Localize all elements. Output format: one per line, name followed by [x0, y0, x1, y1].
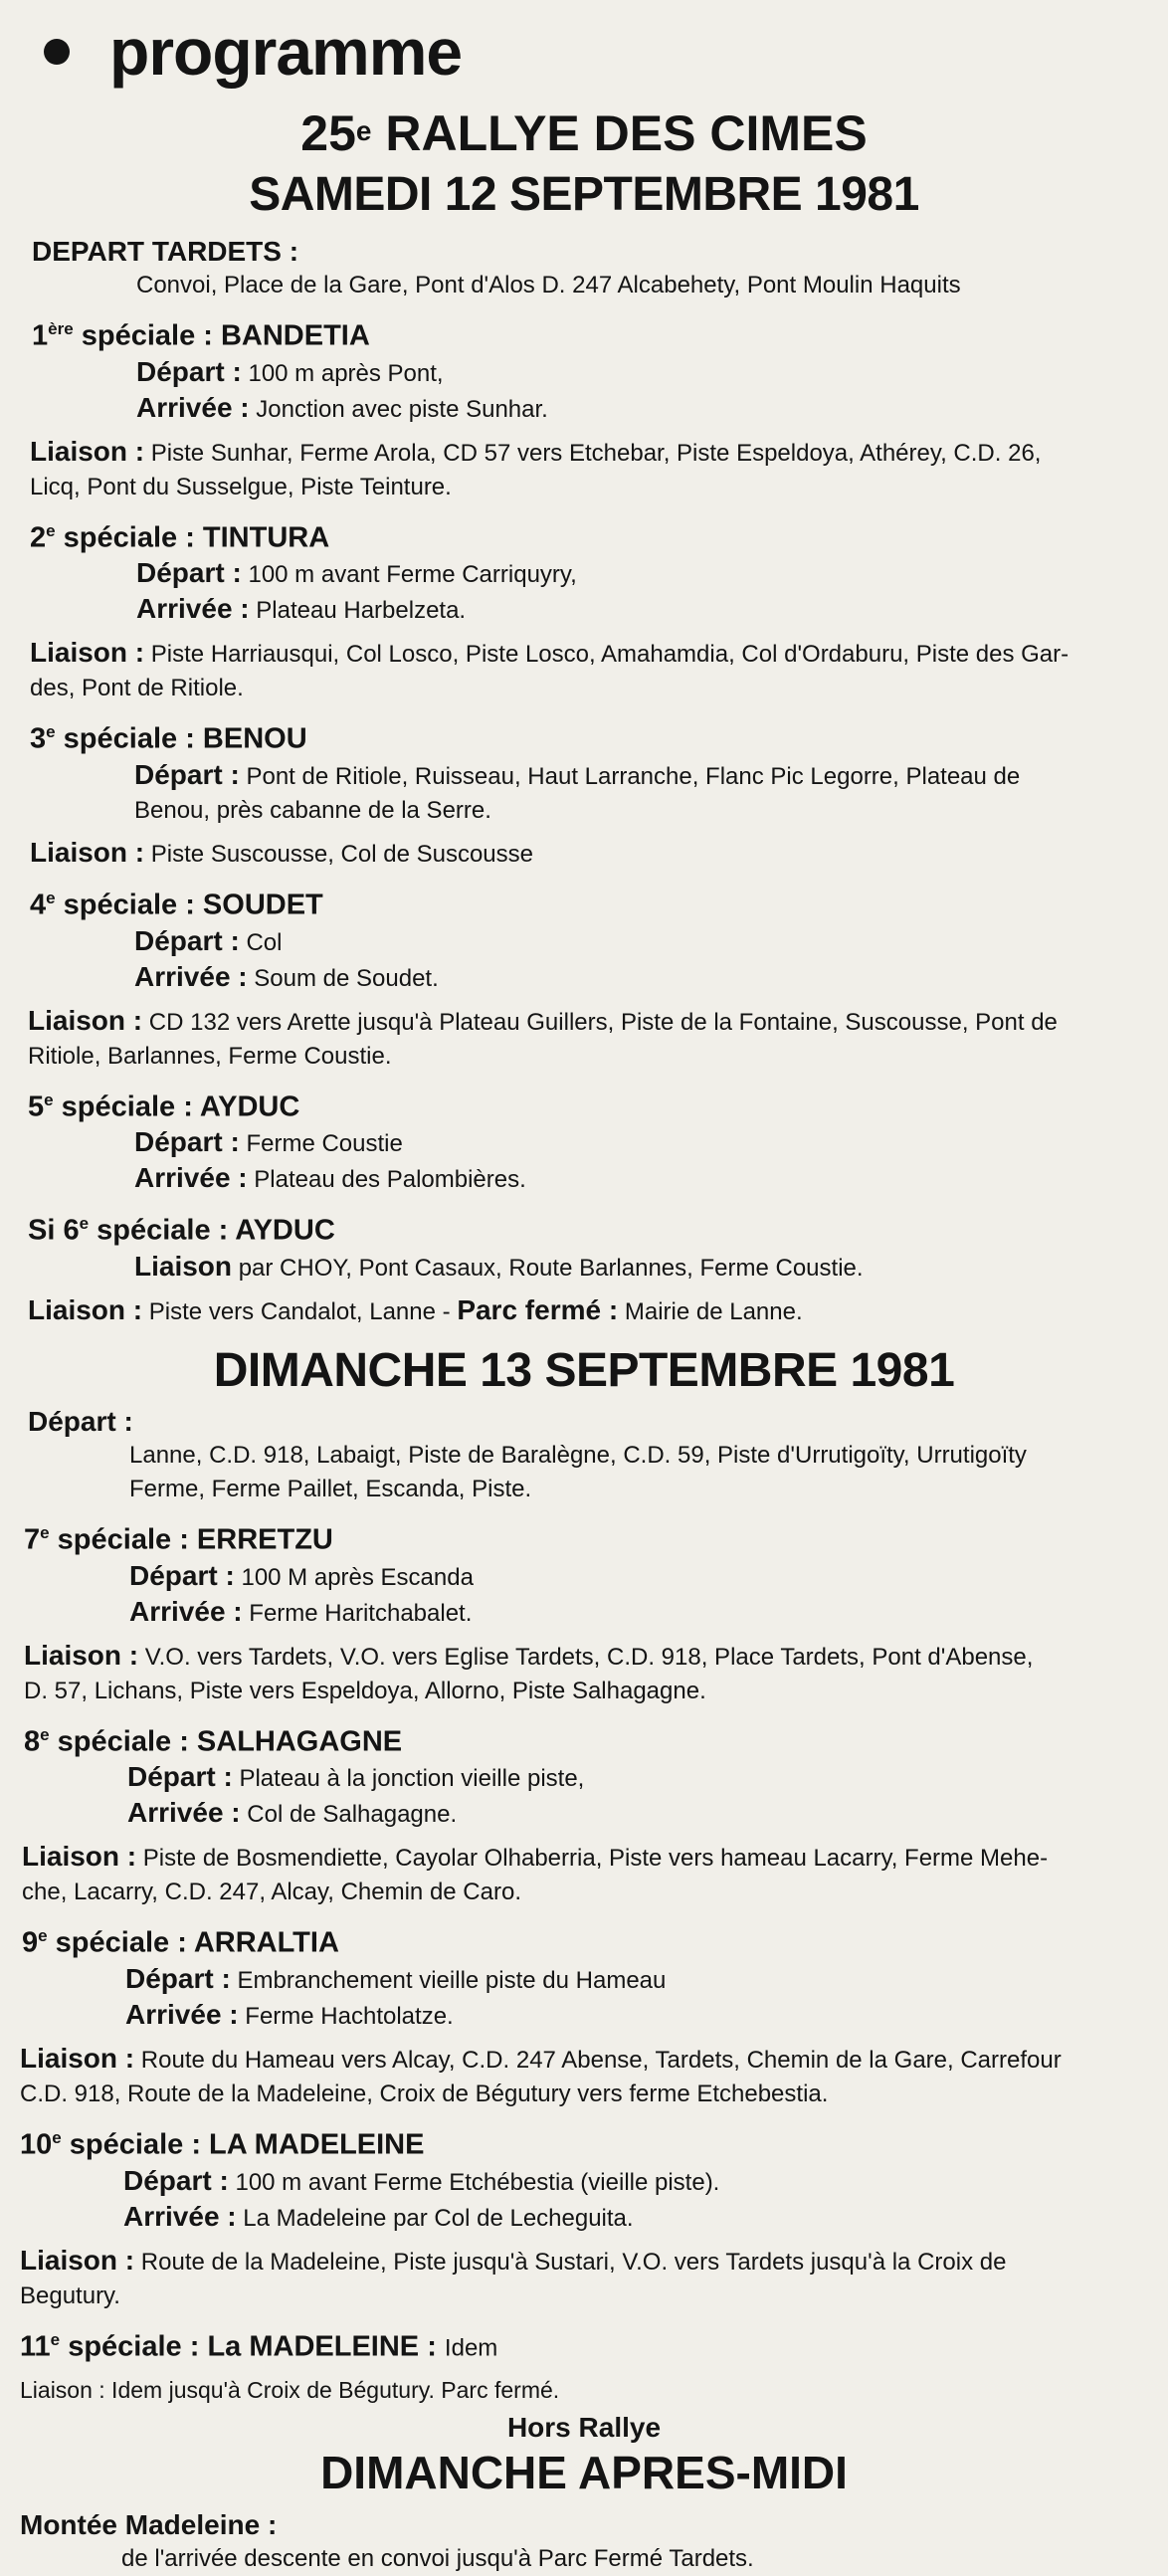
rally-ordinal-suffix: e [355, 115, 372, 146]
special-number: 1 [32, 319, 49, 352]
liaison-11 [20, 2373, 1148, 2407]
special-suffix: e [46, 888, 56, 907]
special-label: spéciale : TINTURA [63, 521, 330, 554]
liaison-line [20, 1639, 1148, 1675]
liaison-label: Liaison : [20, 2042, 135, 2074]
special-suffix: e [46, 520, 56, 540]
liaison-2 [20, 636, 1148, 705]
special-depart [20, 355, 1148, 391]
liaison-label: Liaison : [28, 1004, 143, 1036]
arrivee-label: Arrivée : [136, 593, 250, 625]
special-heading [20, 310, 1148, 355]
liaison-1 [20, 435, 1148, 504]
arrivee-text: Col de Salhagagne. [247, 1801, 458, 1829]
liaison-4 [20, 1004, 1148, 1074]
montee-label: Montée Madeleine : [20, 2509, 278, 2541]
special-label: spéciale : BENOU [63, 722, 307, 755]
special-heading [20, 2321, 1148, 2366]
special-number: 3 [30, 722, 47, 755]
depart-label: Départ : [125, 1962, 231, 1994]
arrivee-text: Plateau des Palombières. [254, 1166, 526, 1194]
liaison-label: Liaison : [30, 836, 145, 868]
special-depart [20, 1125, 1148, 1161]
depart-text: 100 M après Escanda [241, 1563, 474, 1591]
depart-label: Départ : [136, 557, 242, 589]
arrivee-text: Ferme Hachtolatze. [245, 2002, 454, 2030]
liaison-label: Liaison : [20, 2244, 135, 2276]
special-label: spéciale : ERRETZU [57, 1523, 333, 1556]
liaison-line-2: Licq, Pont du Susselgue, Piste Teinture. [30, 473, 452, 500]
special-arrivee [20, 960, 1148, 996]
special-number: 9 [22, 1926, 39, 1959]
special-number: 10 [20, 2128, 53, 2161]
liaison-line-2: Begutury. [20, 2281, 120, 2309]
depart-text: Col [246, 928, 283, 956]
liaison-7 [20, 1639, 1148, 1708]
special-number: 4 [30, 889, 47, 921]
special-arrivee [20, 2200, 1148, 2236]
depart-text: Pont de Ritiole, Ruisseau, Haut Larranche, Flanc Pic Legorre, Plateau de [246, 762, 1021, 790]
rally-ordinal: 25 [300, 105, 356, 161]
programme-header [44, 14, 1148, 90]
special-depart [20, 1760, 1148, 1796]
liaison-8 [20, 1840, 1148, 1909]
programme-title: programme [109, 15, 463, 89]
special-8 [20, 1716, 1148, 1833]
depart-label: Départ : [134, 758, 240, 790]
depart-text: Plateau à la jonction vieille piste, [239, 1765, 585, 1793]
special-2 [20, 512, 1148, 629]
special-heading [20, 2119, 1148, 2164]
liaison-label: Liaison : [24, 1639, 139, 1671]
arrivee-label: Arrivée : [123, 2200, 237, 2232]
special-suffix: e [79, 1214, 90, 1234]
depart-text: Convoi, Place de la Gare, Pont d'Alos D. 247 Alcabehety, Pont Moulin Haquits [136, 272, 961, 298]
saturday-depart [20, 235, 1148, 302]
arrivee-text: La Madeleine par Col de Lecheguita. [243, 2204, 634, 2232]
special-arrivee [20, 1161, 1148, 1197]
liaison-line [20, 1293, 1148, 1329]
liaison-label: Liaison : [28, 1293, 143, 1325]
special-label: spéciale : SOUDET [63, 889, 323, 921]
special-heading [20, 1917, 1148, 1962]
special-1 [20, 310, 1148, 427]
special-suffix: e [38, 1926, 48, 1946]
special-heading [20, 880, 1148, 924]
liaison-line-2: D. 57, Lichans, Piste vers Espeldoya, Allorno, Piste Salhagagne. [24, 1677, 706, 1704]
liaison-label: Liaison : [30, 637, 145, 669]
special-number: 2 [30, 521, 47, 554]
special-label: spéciale : ARRALTIA [55, 1926, 339, 1959]
special-arrivee [20, 592, 1148, 628]
special-heading [20, 512, 1148, 557]
special-suffix: ère [48, 319, 74, 338]
liaison-line-2: Ritiole, Barlannes, Ferme Coustie. [28, 1042, 392, 1070]
arrivee-text: Ferme Haritchabalet. [249, 1599, 473, 1627]
montee-text: de l'arrivée descente en convoi jusqu'à Parc Fermé Tardets. [121, 2545, 754, 2573]
special-depart [20, 1962, 1148, 1998]
liaison-line [20, 636, 1148, 672]
special-5 [20, 1082, 1148, 1198]
special-suffix: e [40, 1724, 50, 1744]
sunday-depart [20, 1405, 1148, 1506]
depart-text: Embranchement vieille piste du Hameau [237, 1966, 667, 1994]
liaison-text: Piste Suscousse, Col de Suscousse [150, 840, 533, 868]
arrivee-text: Soum de Soudet. [254, 964, 439, 992]
liaison-label: Liaison : [30, 435, 145, 467]
special-label: spéciale : La MADELEINE : [68, 2330, 437, 2363]
liaison-10 [20, 2244, 1148, 2313]
liaison-text: Route du Hameau vers Alcay, C.D. 247 Abense, Tardets, Chemin de la Gare, Carrefour [140, 2046, 1062, 2074]
special-7 [20, 1514, 1148, 1631]
special-arrivee [20, 1595, 1148, 1631]
bullet-icon [44, 39, 70, 65]
liaison-label: Liaison : [22, 1841, 137, 1873]
special-depart [20, 1559, 1148, 1595]
parc-ferme-text: Mairie de Lanne. [624, 1297, 803, 1325]
liaison-3 [20, 836, 1148, 872]
depart-label: Départ : [134, 1126, 240, 1158]
liaison-line [20, 2244, 1148, 2279]
depart-label: Départ : [134, 924, 240, 956]
arrivee-text: Jonction avec piste Sunhar. [256, 395, 548, 423]
special-number: 5 [28, 1090, 45, 1123]
special-number: 6 [63, 1214, 80, 1247]
special-suffix: e [40, 1522, 50, 1542]
arrivee-text: Plateau Harbelzeta. [256, 597, 467, 625]
special-prefix: Si [28, 1214, 56, 1247]
liaison-text: CD 132 vers Arette jusqu'à Plateau Guillers, Piste de la Fontaine, Suscousse, Pont de [148, 1008, 1058, 1036]
arrivee-label: Arrivée : [134, 960, 248, 992]
special-depart-2: Benou, près cabanne de la Serre. [134, 796, 491, 824]
hors-rallye: Hors Rallye [506, 2412, 662, 2444]
montee-madeleine [20, 2508, 1148, 2576]
special-heading [20, 713, 1148, 758]
special-label: spéciale : AYDUC [97, 1214, 335, 1247]
depart-label: Départ : [136, 355, 242, 387]
special-heading [20, 1205, 1148, 1250]
liaison-text: Piste Sunhar, Ferme Arola, CD 57 vers Etchebar, Piste Espeldoya, Athérey, C.D. 26, [150, 439, 1042, 467]
special-extra: Idem [444, 2334, 498, 2362]
liaison-line [20, 836, 1148, 872]
liaison-9 [20, 2042, 1148, 2111]
special-10 [20, 2119, 1148, 2236]
arrivee-label: Arrivée : [136, 391, 250, 423]
depart-text: 100 m après Pont, [248, 359, 444, 387]
special-heading [20, 1716, 1148, 1761]
liaison-text: Route de la Madeleine, Piste jusqu'à Sustari, V.O. vers Tardets jusqu'à la Croix de [140, 2248, 1007, 2276]
special-4 [20, 880, 1148, 996]
special-11 [20, 2321, 1148, 2366]
liaison-label: Liaison [134, 1250, 233, 1282]
special-6 [20, 1205, 1148, 1286]
liaison-6 [20, 1293, 1148, 1329]
special-number: 7 [24, 1523, 41, 1556]
special-3 [20, 713, 1148, 828]
liaison-line [20, 435, 1148, 471]
special-arrivee [20, 1796, 1148, 1832]
special-depart [20, 758, 1148, 794]
depart-text: Ferme Coustie [246, 1130, 403, 1158]
liaison-line [20, 1004, 1148, 1040]
saturday-title: SAMEDI 12 SEPTEMBRE 1981 [249, 168, 919, 221]
liaison-line-2: che, Lacarry, C.D. 247, Alcay, Chemin de Caro. [22, 1879, 521, 1906]
liaison-text: Piste de Bosmendiette, Cayolar Olhaberria, Piste vers hameau Lacarry, Ferme Mehe- [142, 1845, 1049, 1873]
special-label: spéciale : BANDETIA [81, 319, 370, 352]
liaison-line [20, 2042, 1148, 2078]
sunday-title: DIMANCHE 13 SEPTEMBRE 1981 [213, 1343, 955, 1397]
rally-name: RALLYE DES CIMES [385, 105, 868, 161]
depart-text: 100 m avant Ferme Carriquyry, [248, 561, 577, 589]
special-9 [20, 1917, 1148, 2034]
arrivee-label: Arrivée : [127, 1797, 241, 1829]
depart-text-2: Ferme, Ferme Paillet, Escanda, Piste. [129, 1475, 532, 1502]
special-suffix: e [52, 2127, 62, 2147]
liaison-line: Liaison : Idem jusqu'à Croix de Bégutury. Parc fermé. [20, 2377, 560, 2404]
liaison-line-2: des, Pont de Ritiole. [30, 675, 244, 702]
special-arrivee [20, 1998, 1148, 2034]
depart-label: Départ : [123, 2164, 229, 2196]
special-label: spéciale : AYDUC [61, 1090, 300, 1123]
liaison-text: par CHOY, Pont Casaux, Route Barlannes, Ferme Coustie. [238, 1254, 864, 1282]
liaison-text: Piste Harriausqui, Col Losco, Piste Losco, Amahamdia, Col d'Ordaburu, Piste des Gar- [150, 641, 1070, 669]
parc-ferme-label: Parc fermé : [457, 1293, 619, 1325]
liaison-line-2: C.D. 918, Route de la Madeleine, Croix de Bégutury vers ferme Etchebestia. [20, 2080, 829, 2107]
special-suffix: e [46, 722, 56, 742]
rally-title [20, 103, 1148, 163]
special-heading [20, 1082, 1148, 1126]
arrivee-label: Arrivée : [125, 1998, 239, 2030]
special-label: spéciale : SALHAGAGNE [57, 1725, 403, 1758]
special-depart [20, 556, 1148, 592]
depart-label: Départ : [129, 1559, 235, 1591]
special-label: spéciale : LA MADELEINE [69, 2128, 425, 2161]
special-depart [20, 2164, 1148, 2200]
arrivee-label: Arrivée : [129, 1595, 243, 1627]
liaison-line [20, 1840, 1148, 1876]
special-suffix: e [44, 1090, 54, 1109]
arrivee-label: Arrivée : [134, 1162, 248, 1194]
special-arrivee [20, 391, 1148, 427]
depart-label: Départ : [127, 1761, 233, 1793]
liaison-text: Piste vers Candalot, Lanne - [148, 1297, 451, 1325]
special-number: 8 [24, 1725, 41, 1758]
depart-text: Lanne, C.D. 918, Labaigt, Piste de Baralègne, C.D. 59, Piste d'Urrutigoïty, Urrutigoïty [129, 1441, 1027, 1469]
depart-text: 100 m avant Ferme Etchébestia (vieille piste). [235, 2168, 720, 2196]
depart-label: DEPART TARDETS : [32, 236, 299, 267]
special-liaison [20, 1250, 1148, 1286]
special-depart [20, 924, 1148, 960]
liaison-text: V.O. vers Tardets, V.O. vers Eglise Tardets, C.D. 918, Place Tardets, Pont d'Abense, [144, 1643, 1034, 1671]
special-number: 11 [20, 2330, 51, 2363]
special-heading [20, 1514, 1148, 1559]
afternoon-title: DIMANCHE APRES-MIDI [320, 2447, 848, 2499]
depart-label: Départ : [28, 1405, 133, 1437]
special-suffix: e [50, 2329, 61, 2349]
